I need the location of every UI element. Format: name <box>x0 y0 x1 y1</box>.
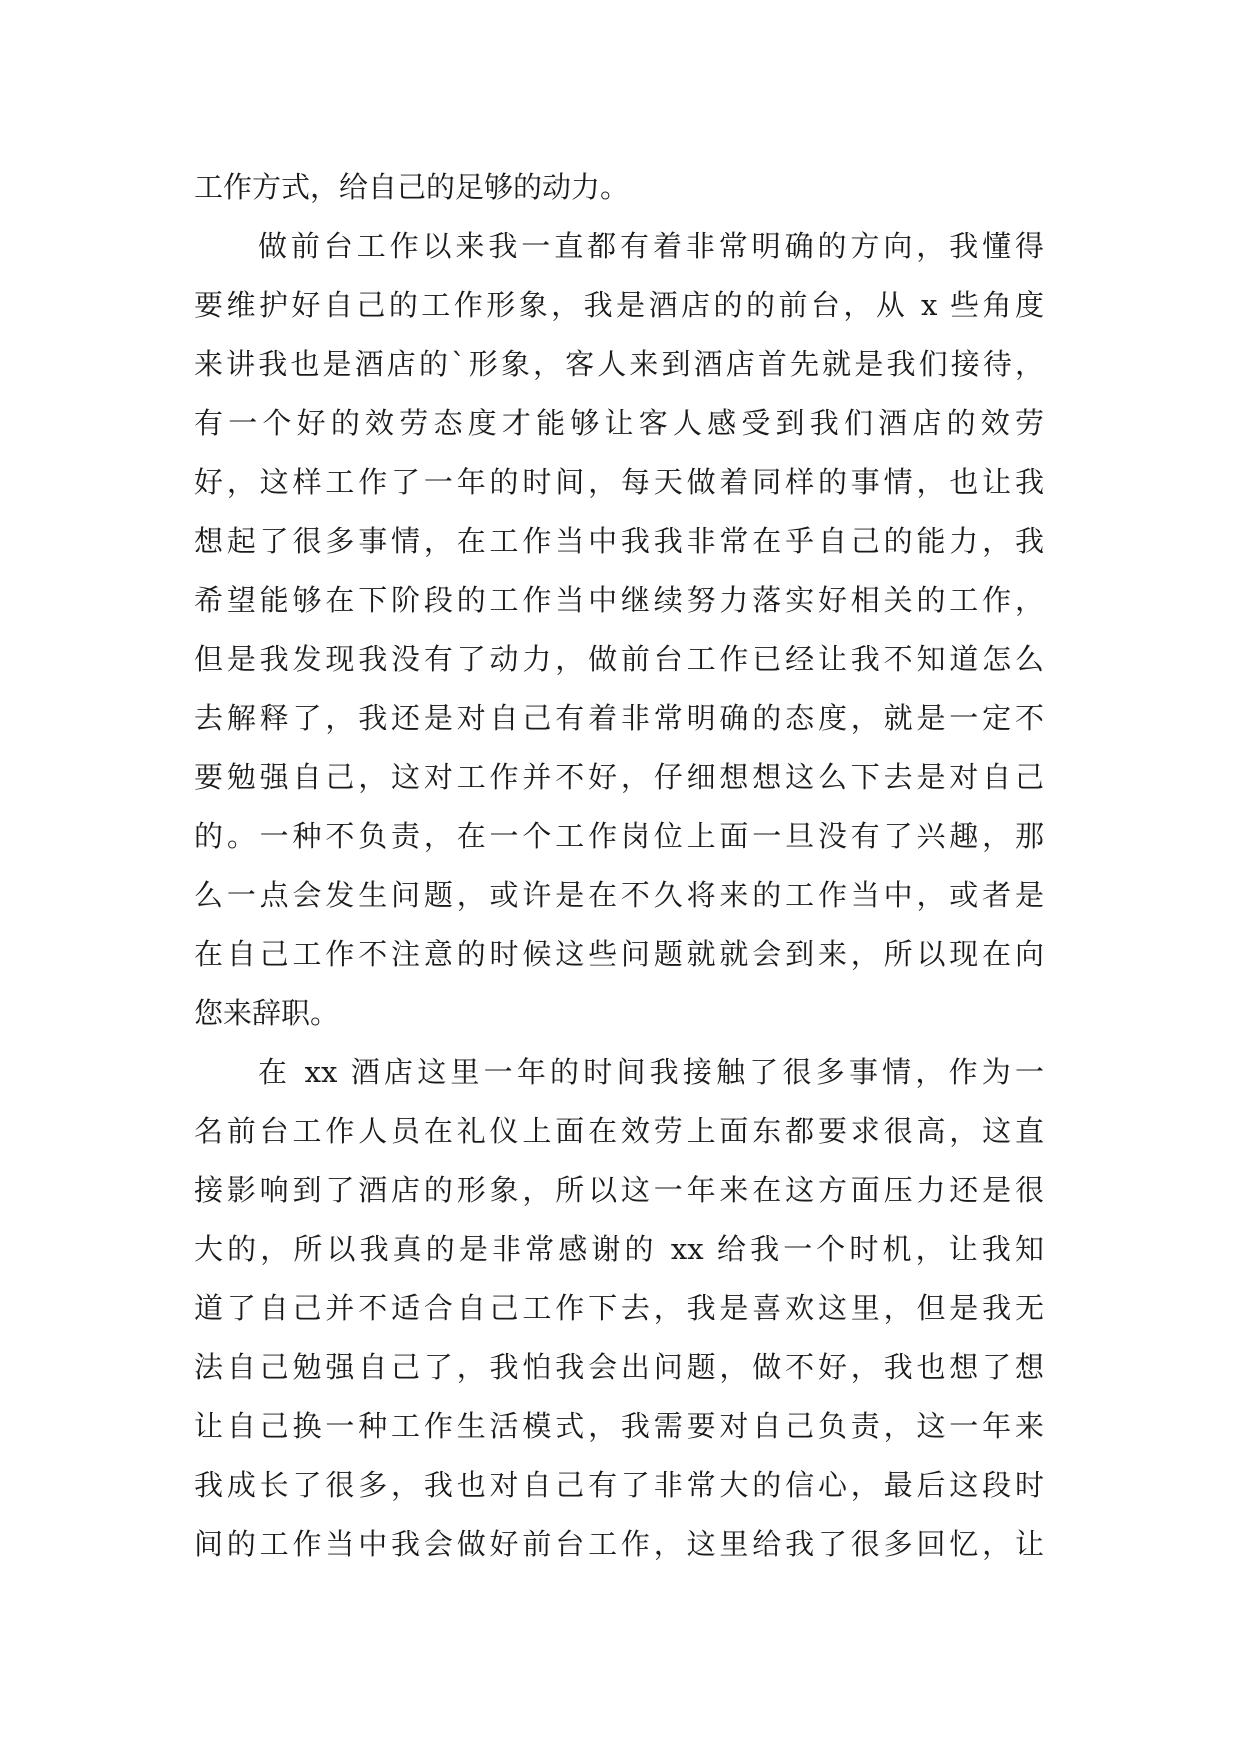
text-line: 工作方式，给自己的足够的动力。 <box>194 170 630 204</box>
text-line: 但是我发现我没有了动力，做前台工作已经让我不知道怎么 <box>194 642 1044 676</box>
text-line: 间的工作当中我会做好前台工作，这里给我了很多回忆，让 <box>194 1527 1044 1561</box>
text-line: 接影响到了酒店的形象，所以这一年来在这方面压力还是很 <box>194 1173 1044 1207</box>
text-line: 名前台工作人员在礼仪上面在效劳上面东都要求很高，这直 <box>194 1114 1044 1148</box>
text-line: 希望能够在下阶段的工作当中继续努力落实好相关的工作， <box>194 583 1044 617</box>
text-line: 有一个好的效劳态度才能够让客人感受到我们酒店的效劳 <box>194 406 1044 440</box>
text-line: 您来辞职。 <box>194 996 340 1030</box>
text-line: 法自己勉强自己了，我怕我会出问题，做不好，我也想了想 <box>194 1350 1044 1384</box>
text-line: 大的，所以我真的是非常感谢的 xx 给我一个时机，让我知 <box>194 1232 1044 1266</box>
text-line: 让自己换一种工作生活模式，我需要对自己负责，这一年来 <box>194 1409 1044 1443</box>
text-line: 么一点会发生问题，或许是在不久将来的工作当中，或者是 <box>194 878 1044 912</box>
text-line: 在自己工作不注意的时候这些问题就就会到来，所以现在向 <box>194 937 1044 971</box>
text-line: 来讲我也是酒店的`形象，客人来到酒店首先就是我们接待， <box>194 347 1044 381</box>
text-line: 要维护好自己的工作形象，我是酒店的的前台，从 x 些角度 <box>194 288 1044 322</box>
paragraph-1 <box>194 158 1044 217</box>
text-line: 在 xx 酒店这里一年的时间我接触了很多事情，作为一 <box>258 1055 1044 1089</box>
text-line: 要勉强自己，这对工作并不好，仔细想想这么下去是对自己 <box>194 760 1044 794</box>
paragraph-2 <box>194 217 1044 1043</box>
text-line: 好，这样工作了一年的时间，每天做着同样的事情，也让我 <box>194 465 1044 499</box>
text-line: 的。一种不负责，在一个工作岗位上面一旦没有了兴趣，那 <box>194 819 1044 853</box>
text-line: 去解释了，我还是对自己有着非常明确的态度，就是一定不 <box>194 701 1044 735</box>
text-line: 做前台工作以来我一直都有着非常明确的方向，我懂得 <box>258 229 1044 263</box>
text-line: 道了自己并不适合自己工作下去，我是喜欢这里，但是我无 <box>194 1291 1044 1325</box>
text-line: 想起了很多事情，在工作当中我我非常在乎自己的能力，我 <box>194 524 1044 558</box>
paragraph-3 <box>194 1043 1044 1574</box>
document-body <box>194 158 1044 1574</box>
text-line: 我成长了很多，我也对自己有了非常大的信心，最后这段时 <box>194 1468 1044 1502</box>
